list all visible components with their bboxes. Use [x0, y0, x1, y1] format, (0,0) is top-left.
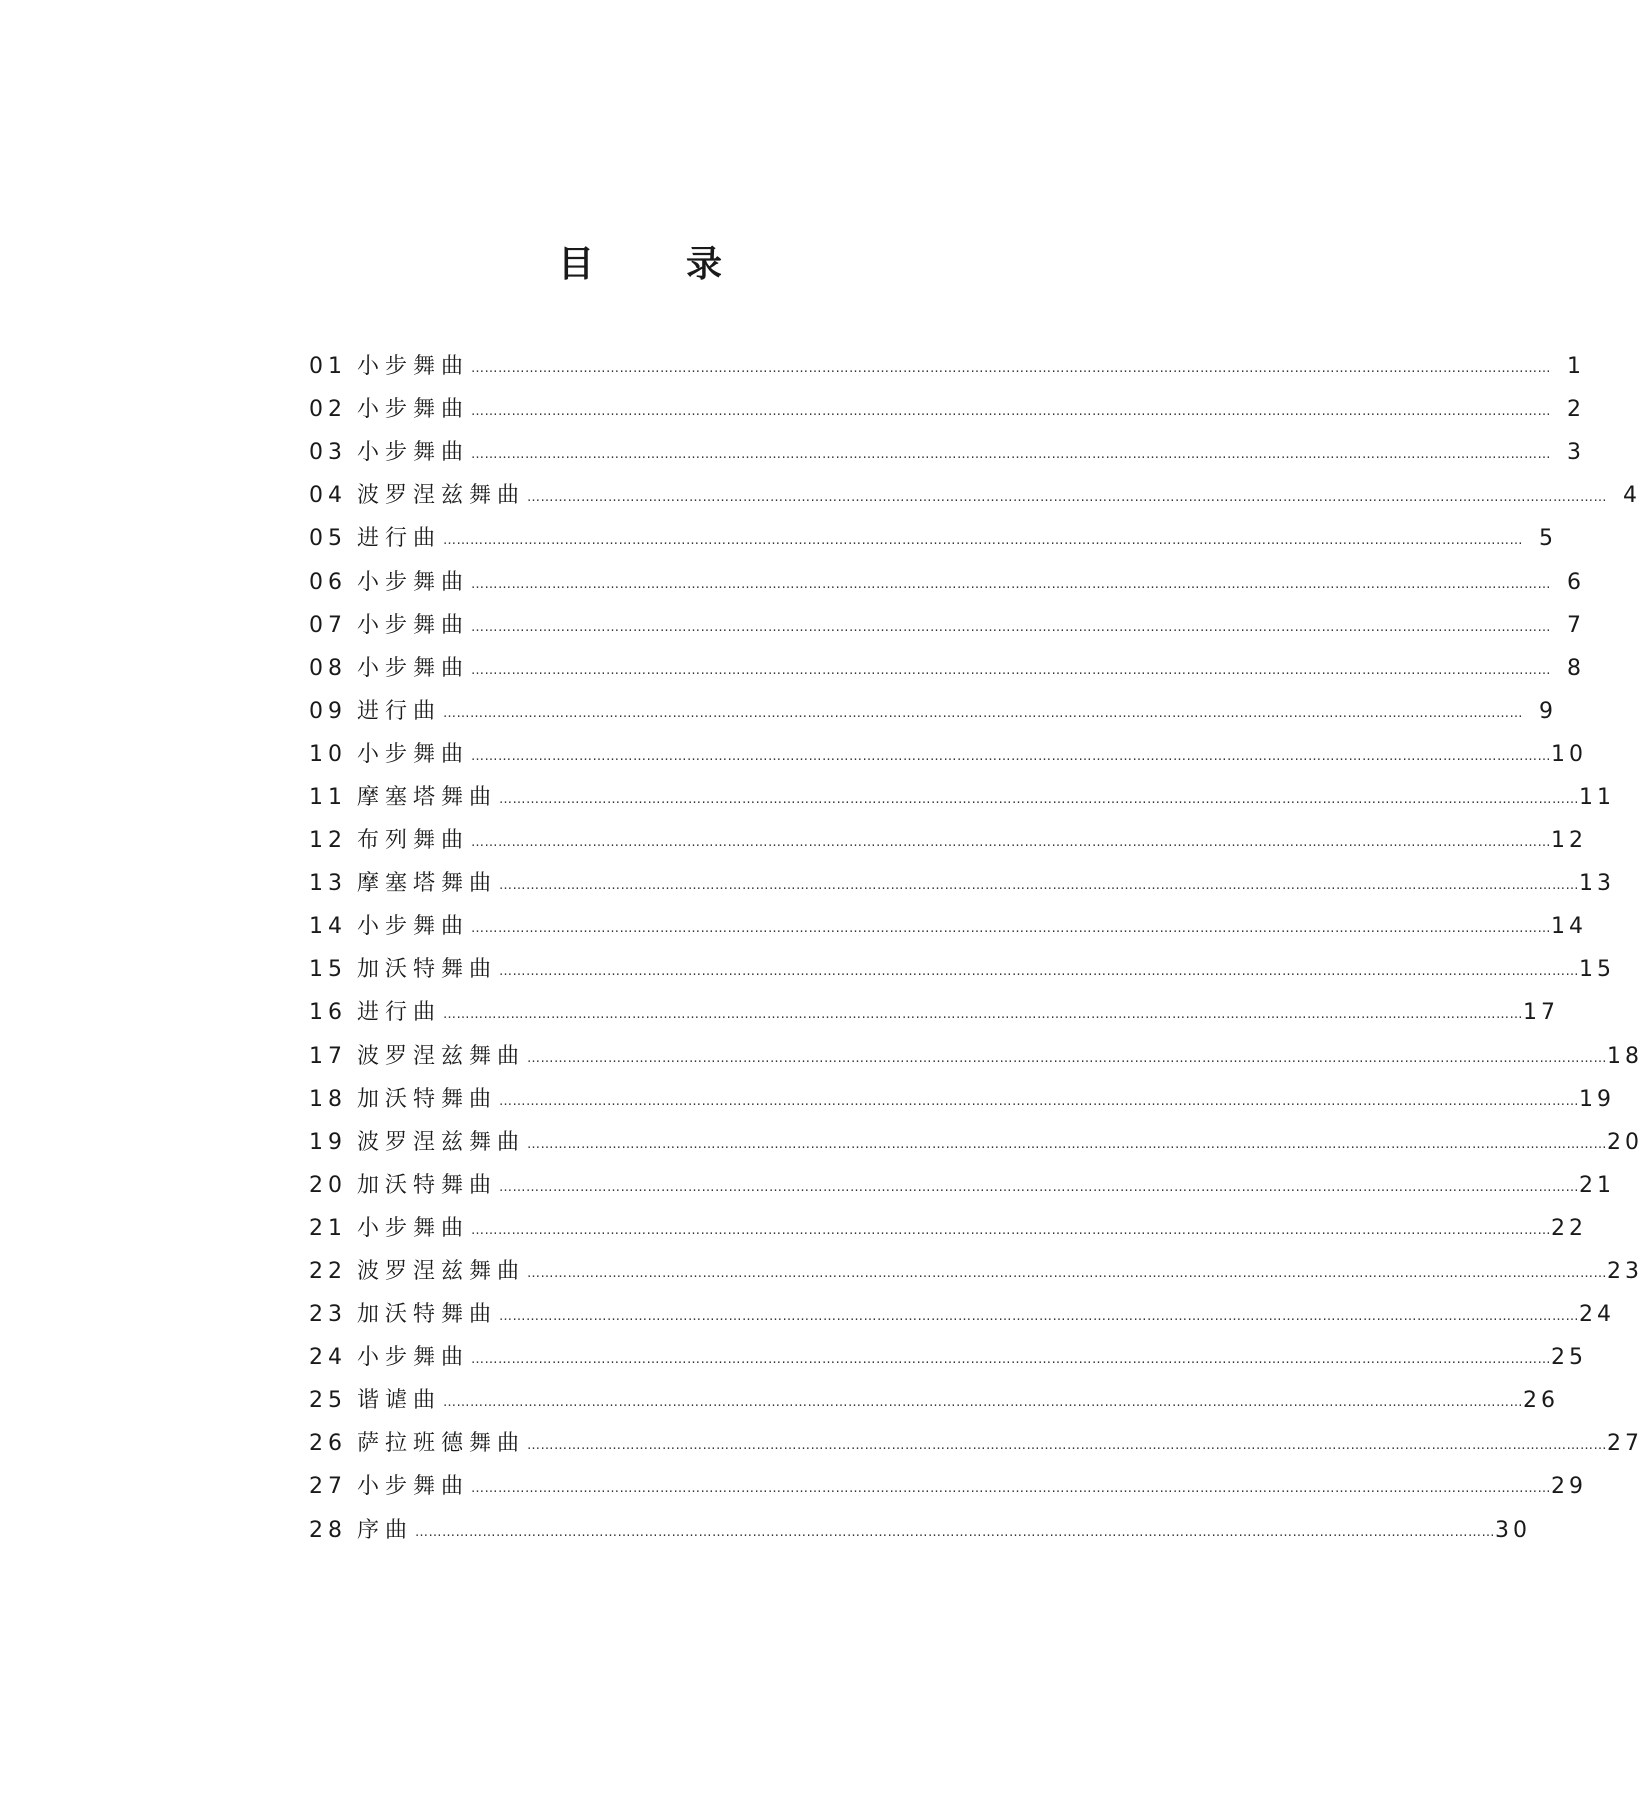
toc-entry-title: 布列舞曲: [357, 828, 470, 854]
toc-leader-dots: ……………………………………………………………………………………………………………………………………………………………………………………………………………………: [471, 1352, 1552, 1368]
toc-entry-title: 小步舞曲: [357, 1345, 470, 1371]
toc-entry-number: 07: [309, 612, 347, 638]
toc-entry-page: 2: [1567, 397, 1586, 423]
table-of-contents: [309, 345, 1643, 1552]
toc-entry-number: 10: [309, 741, 347, 767]
toc-entry-title: 小步舞曲: [357, 914, 470, 940]
toc-entry-number: 25: [309, 1388, 347, 1414]
toc-leader-dots: ……………………………………………………………………………………………………………………………………………………………………………………………………………………: [471, 576, 1552, 592]
toc-entry-page: 8: [1567, 655, 1586, 681]
toc-entry-number: 20: [309, 1172, 347, 1198]
toc-leader-dots: ……………………………………………………………………………………………………………………………………………………………………………………………………………………: [471, 835, 1552, 851]
toc-entry-page: 15: [1579, 957, 1616, 983]
toc-entry-title: 小步舞曲: [357, 354, 470, 380]
toc-leader-dots: ……………………………………………………………………………………………………………………………………………………………………………………………………………………: [471, 1222, 1552, 1238]
toc-leader-dots: ……………………………………………………………………………………………………………………………………………………………………………………………………………………: [443, 705, 1524, 721]
toc-entry-number: 04: [309, 483, 347, 509]
page-title-left: 目: [557, 243, 594, 285]
toc-entry-title: 波罗涅兹舞曲: [357, 1043, 526, 1069]
toc-entry-number: 28: [309, 1517, 347, 1543]
toc-entry-page: 3: [1567, 440, 1586, 466]
toc-entry-title: 摩塞塔舞曲: [357, 784, 498, 810]
toc-entry[interactable]: [309, 1121, 1643, 1164]
toc-entry-title: 小步舞曲: [357, 569, 470, 595]
toc-entry-number: 11: [309, 784, 347, 810]
toc-entry[interactable]: [309, 991, 1560, 1034]
toc-entry-page: 22: [1551, 1215, 1588, 1241]
toc-leader-dots: ……………………………………………………………………………………………………………………………………………………………………………………………………………………: [443, 1395, 1524, 1411]
toc-entry-title: 加沃特舞曲: [357, 1086, 498, 1112]
toc-entry-title: 小步舞曲: [357, 440, 470, 466]
toc-entry-title: 加沃特舞曲: [357, 1172, 498, 1198]
toc-leader-dots: ……………………………………………………………………………………………………………………………………………………………………………………………………………………: [471, 1481, 1552, 1497]
toc-entry[interactable]: [309, 1465, 1588, 1508]
toc-entry-title: 加沃特舞曲: [357, 1302, 498, 1328]
toc-entry[interactable]: [309, 560, 1586, 603]
toc-entry-title: 进行曲: [357, 698, 442, 724]
toc-entry-page: 6: [1567, 569, 1586, 595]
toc-entry[interactable]: [309, 1207, 1588, 1250]
toc-entry-title: 小步舞曲: [357, 397, 470, 423]
toc-entry[interactable]: [309, 1422, 1643, 1465]
toc-entry[interactable]: [309, 776, 1616, 819]
toc-entry-number: 12: [309, 828, 347, 854]
toc-entry[interactable]: [309, 948, 1616, 991]
toc-entry[interactable]: [309, 862, 1616, 905]
toc-entry-page: 18: [1607, 1043, 1643, 1069]
page-title: [0, 242, 1280, 286]
toc-entry-number: 14: [309, 914, 347, 940]
toc-entry[interactable]: [309, 1035, 1643, 1078]
toc-leader-dots: ……………………………………………………………………………………………………………………………………………………………………………………………………………………: [499, 1093, 1580, 1109]
toc-leader-dots: ……………………………………………………………………………………………………………………………………………………………………………………………………………………: [527, 1136, 1608, 1152]
toc-entry-page: 13: [1579, 871, 1616, 897]
toc-entry-number: 05: [309, 526, 347, 552]
toc-leader-dots: ……………………………………………………………………………………………………………………………………………………………………………………………………………………: [415, 1524, 1496, 1540]
toc-entry-title: 小步舞曲: [357, 1474, 470, 1500]
toc-entry-title: 谐谑曲: [357, 1388, 442, 1414]
toc-entry[interactable]: [309, 517, 1558, 560]
toc-entry-page: 25: [1551, 1345, 1588, 1371]
toc-entry-title: 进行曲: [357, 526, 442, 552]
toc-entry-page: 23: [1607, 1259, 1643, 1285]
toc-leader-dots: ……………………………………………………………………………………………………………………………………………………………………………………………………………………: [471, 361, 1552, 377]
toc-entry-page: 5: [1539, 526, 1558, 552]
toc-entry[interactable]: [309, 647, 1586, 690]
toc-entry-page: 20: [1607, 1129, 1643, 1155]
toc-leader-dots: ……………………………………………………………………………………………………………………………………………………………………………………………………………………: [527, 490, 1608, 506]
toc-entry[interactable]: [309, 1293, 1616, 1336]
toc-entry-number: 13: [309, 871, 347, 897]
toc-entry-title: 波罗涅兹舞曲: [357, 483, 526, 509]
toc-leader-dots: ……………………………………………………………………………………………………………………………………………………………………………………………………………………: [443, 1007, 1524, 1023]
toc-entry-number: 24: [309, 1345, 347, 1371]
page-title-right: 录: [686, 243, 723, 285]
toc-entry-page: 4: [1623, 483, 1642, 509]
toc-leader-dots: ……………………………………………………………………………………………………………………………………………………………………………………………………………………: [499, 791, 1580, 807]
toc-entry-title: 摩塞塔舞曲: [357, 871, 498, 897]
toc-entry-page: 21: [1579, 1172, 1616, 1198]
toc-entry-title: 波罗涅兹舞曲: [357, 1129, 526, 1155]
toc-entry[interactable]: [309, 1078, 1616, 1121]
toc-entry-number: 01: [309, 354, 347, 380]
toc-entry-title: 小步舞曲: [357, 1215, 470, 1241]
toc-entry-number: 22: [309, 1259, 347, 1285]
toc-leader-dots: ……………………………………………………………………………………………………………………………………………………………………………………………………………………: [527, 1050, 1608, 1066]
toc-entry[interactable]: [309, 345, 1586, 388]
toc-entry-number: 27: [309, 1474, 347, 1500]
toc-entry-number: 08: [309, 655, 347, 681]
toc-entry-title: 序曲: [357, 1517, 414, 1543]
toc-entry[interactable]: [309, 1509, 1532, 1552]
toc-leader-dots: ……………………………………………………………………………………………………………………………………………………………………………………………………………………: [499, 878, 1580, 894]
toc-leader-dots: ……………………………………………………………………………………………………………………………………………………………………………………………………………………: [471, 447, 1552, 463]
toc-entry-number: 15: [309, 957, 347, 983]
toc-entry[interactable]: [309, 905, 1588, 948]
toc-entry-number: 16: [309, 1000, 347, 1026]
toc-leader-dots: ……………………………………………………………………………………………………………………………………………………………………………………………………………………: [527, 1438, 1608, 1454]
toc-entry-page: 19: [1579, 1086, 1616, 1112]
toc-leader-dots: ……………………………………………………………………………………………………………………………………………………………………………………………………………………: [471, 662, 1552, 678]
toc-entry[interactable]: [309, 1336, 1588, 1379]
toc-entry-number: 06: [309, 569, 347, 595]
toc-leader-dots: ……………………………………………………………………………………………………………………………………………………………………………………………………………………: [471, 404, 1552, 420]
toc-entry[interactable]: [309, 474, 1642, 517]
toc-entry[interactable]: [309, 819, 1588, 862]
toc-entry-number: 19: [309, 1129, 347, 1155]
toc-entry-title: 波罗涅兹舞曲: [357, 1259, 526, 1285]
toc-entry-page: 12: [1551, 828, 1588, 854]
toc-entry[interactable]: [309, 1250, 1643, 1293]
toc-entry[interactable]: [309, 733, 1588, 776]
toc-leader-dots: ……………………………………………………………………………………………………………………………………………………………………………………………………………………: [527, 1266, 1608, 1282]
toc-leader-dots: ……………………………………………………………………………………………………………………………………………………………………………………………………………………: [443, 533, 1524, 549]
toc-entry-number: 17: [309, 1043, 347, 1069]
toc-entry[interactable]: [309, 1164, 1616, 1207]
toc-entry-page: 7: [1567, 612, 1586, 638]
toc-entry-title: 萨拉班德舞曲: [357, 1431, 526, 1457]
toc-leader-dots: ……………………………………………………………………………………………………………………………………………………………………………………………………………………: [499, 1179, 1580, 1195]
toc-leader-dots: ……………………………………………………………………………………………………………………………………………………………………………………………………………………: [471, 619, 1552, 635]
toc-entry-page: 11: [1579, 784, 1616, 810]
toc-entry-page: 14: [1551, 914, 1588, 940]
toc-entry-page: 26: [1523, 1388, 1560, 1414]
toc-entry-title: 进行曲: [357, 1000, 442, 1026]
toc-entry[interactable]: [309, 388, 1586, 431]
toc-entry[interactable]: [309, 604, 1586, 647]
toc-entry-page: 27: [1607, 1431, 1643, 1457]
toc-entry-number: 23: [309, 1302, 347, 1328]
toc-entry-page: 17: [1523, 1000, 1560, 1026]
toc-entry-number: 26: [309, 1431, 347, 1457]
toc-entry-title: 小步舞曲: [357, 655, 470, 681]
toc-leader-dots: ……………………………………………………………………………………………………………………………………………………………………………………………………………………: [499, 1309, 1580, 1325]
toc-entry-number: 18: [309, 1086, 347, 1112]
toc-entry-page: 10: [1551, 741, 1588, 767]
toc-entry-page: 29: [1551, 1474, 1588, 1500]
toc-entry[interactable]: [309, 1379, 1560, 1422]
toc-entry-number: 02: [309, 397, 347, 423]
toc-entry-title: 小步舞曲: [357, 612, 470, 638]
toc-leader-dots: ……………………………………………………………………………………………………………………………………………………………………………………………………………………: [471, 748, 1552, 764]
toc-entry-title: 加沃特舞曲: [357, 957, 498, 983]
toc-entry-title: 小步舞曲: [357, 741, 470, 767]
toc-entry-page: 24: [1579, 1302, 1616, 1328]
toc-entry-number: 03: [309, 440, 347, 466]
toc-entry[interactable]: [309, 690, 1558, 733]
toc-entry-number: 09: [309, 698, 347, 724]
toc-entry-page: 30: [1495, 1517, 1532, 1543]
toc-entry-number: 21: [309, 1215, 347, 1241]
toc-leader-dots: ……………………………………………………………………………………………………………………………………………………………………………………………………………………: [499, 964, 1580, 980]
toc-leader-dots: ……………………………………………………………………………………………………………………………………………………………………………………………………………………: [471, 921, 1552, 937]
toc-entry[interactable]: [309, 431, 1586, 474]
toc-entry-page: 9: [1539, 698, 1558, 724]
toc-entry-page: 1: [1567, 354, 1586, 380]
